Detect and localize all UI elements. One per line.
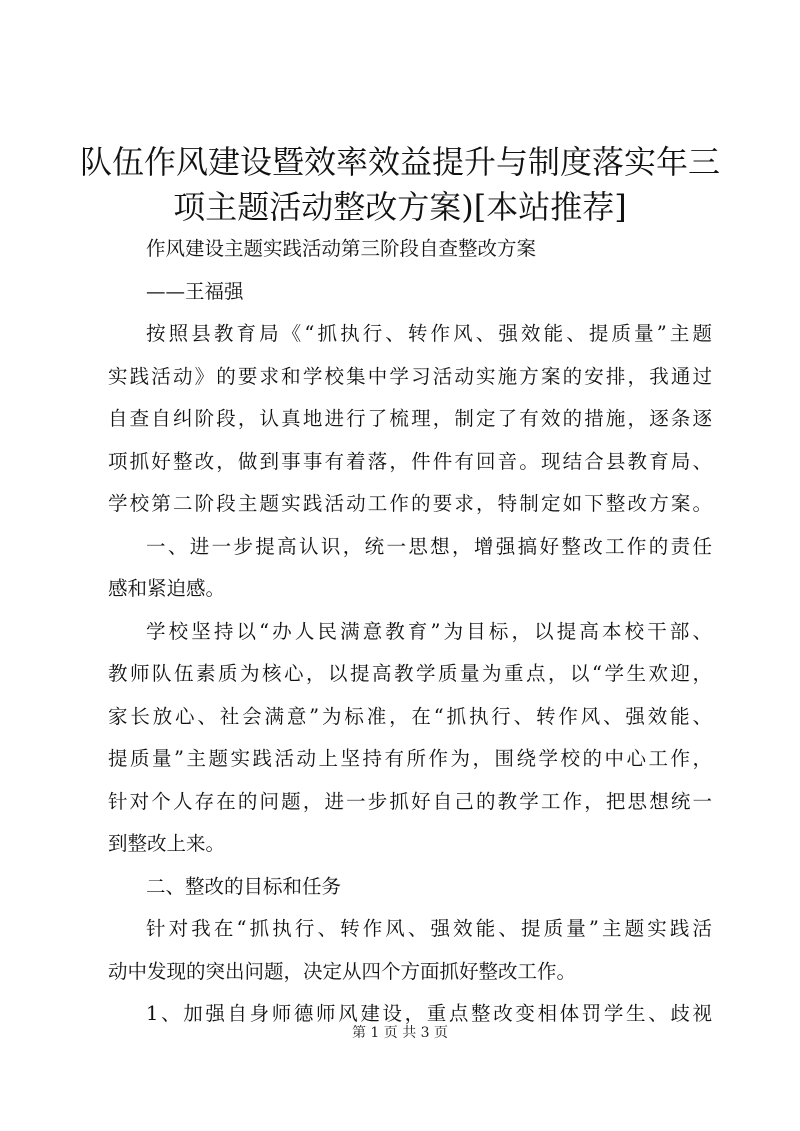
title-line-2: 项主题活动整改方案)[本站推荐] (173, 188, 627, 226)
paragraph-line: 1、加强自身师德师风建设，重点整改变相体罚学生、歧视 (146, 1002, 712, 1025)
paragraph-line: 家长放心、社会满意”为标准，在“抓执行、转作风、强效能、 (108, 704, 712, 728)
subtitle-line: 作风建设主题实践活动第三阶段自查整改方案 (146, 237, 537, 260)
paragraph-line: 项抓好整改，做到事事有着落，件件有回音。现结合县教育局、 (108, 449, 712, 473)
section-heading-line: 二、整改的目标和任务 (146, 874, 342, 898)
paragraph-line: 学校坚持以“办人民满意教育”为目标，以提高本校干部、 (146, 619, 712, 643)
document-title (60, 140, 740, 230)
document-body (108, 228, 712, 1036)
paragraph-line: 针对我在“抓执行、转作风、强效能、提质量”主题实践活 (146, 917, 712, 940)
paragraph-line: 针对个人存在的问题，进一步抓好自己的教学工作，把思想统一 (108, 789, 712, 813)
paragraph-line: 自查自纠阶段，认真地进行了梳理，制定了有效的措施，逐条逐 (108, 407, 712, 430)
paragraph-line: 动中发现的突出问题，决定从四个方面抓好整改工作。 (108, 959, 577, 983)
paragraph-line: 教师队伍素质为核心，以提高教学质量为重点，以“学生欢迎， (108, 662, 712, 685)
paragraph-line: 按照县教育局《“抓执行、转作风、强效能、提质量”主题 (146, 322, 712, 345)
section-heading-line: 感和紧迫感。 (108, 577, 226, 600)
paragraph-line: 到整改上来。 (108, 832, 226, 855)
paragraph-line: 学校第二阶段主题实践活动工作的要求，特制定如下整改方案。 (108, 492, 712, 515)
page-footer: 第 1 页 共 3 页 (351, 1025, 449, 1041)
paragraph-line: 实践活动》的要求和学校集中学习活动实施方案的安排，我通过 (108, 364, 712, 388)
author-line: ——王福强 (146, 279, 244, 303)
paragraph-line: 提质量”主题实践活动上坚持有所作为，围绕学校的中心工作， (108, 747, 712, 770)
section-heading-line: 一、进一步提高认识，统一思想，增强搞好整改工作的责任 (146, 534, 712, 558)
title-line-1: 队伍作风建设暨效率效益提升与制度落实年三 (79, 143, 720, 181)
